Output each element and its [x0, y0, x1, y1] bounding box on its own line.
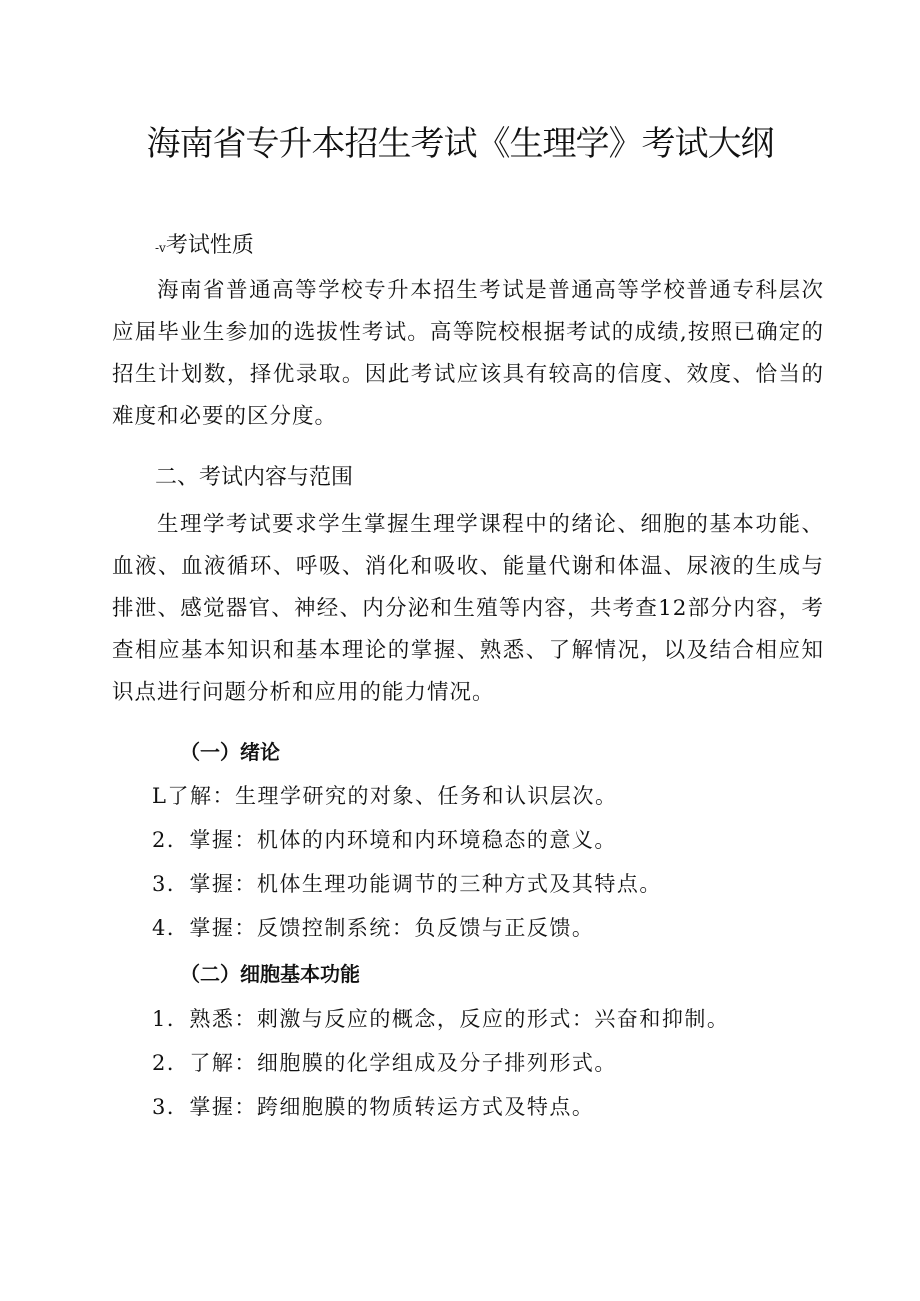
list-item: 3．掌握：机体生理功能调节的三种方式及其特点。: [152, 872, 662, 896]
list-item: L了解：生理学研究的对象、任务和认识层次。: [152, 784, 618, 808]
list-item: 3．掌握：跨细胞膜的物质转运方式及特点。: [152, 1095, 595, 1119]
document-title: 海南省专升本招生考试《生理学》考试大纲: [146, 124, 774, 164]
list-item: 2．掌握：机体的内环境和内环境稳态的意义。: [152, 828, 617, 852]
exam-content-paragraph: 生理学考试要求学生掌握生理学课程中的绪论、细胞的基本功能、血液、血液循环、呼吸、消化和吸收、能量代谢和体温、尿液的生成与排泄、感觉器官、神经、内分泌和生殖等内容，共考查12部分内容，考查相应基本知识和基本理论的掌握、熟悉、了解情况，以及结合相应知识点进行问题分析和应用的能力情况。: [112, 512, 824, 705]
list-item: 1．熟悉：刺激与反应的概念，反应的形式：兴奋和抑制。: [152, 1007, 730, 1031]
section-heading-exam-content: 二、考试内容与范围: [155, 465, 354, 490]
subsection-heading-introduction: （一）绪论: [180, 740, 280, 764]
subsection-heading-cell-function: （二）细胞基本功能: [180, 962, 360, 986]
section-number-mark: -v: [155, 241, 166, 255]
exam-nature-paragraph: 海南省普通高等学校专升本招生考试是普通高等学校普通专科层次应届毕业生参加的选拔性考试。高等院校根据考试的成绩,按照已确定的招生计划数，择优录取。因此考试应该具有较高的信度、效度、恰当的难度和必要的区分度。: [112, 278, 824, 429]
section-heading-exam-nature: [155, 228, 254, 259]
list-item: 4．掌握：反馈控制系统：负反馈与正反馈。: [152, 916, 595, 940]
section-heading-text: 考试性质: [165, 233, 254, 258]
list-item: 2．了解：细胞膜的化学组成及分子排列形式。: [152, 1051, 617, 1075]
